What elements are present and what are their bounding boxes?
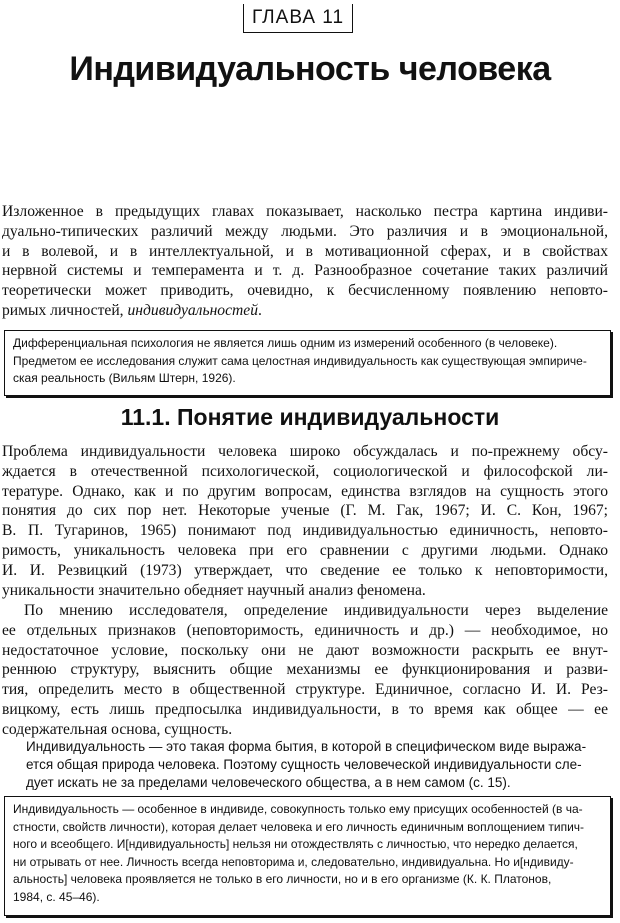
stern-box-line: Дифференциальная психология не является лишь одним из измерений особенного (в человеке).	[13, 336, 558, 350]
para1-line: понятия до сих пор нет. Некоторые ученые (Г. М. Гак, 1967; И. С. Кон, 1967;	[2, 502, 608, 520]
para1-line: Проблема индивидуальности человека широко обсуждалась и по-прежнему обсу-	[2, 443, 608, 460]
intro-paragraph	[2, 202, 608, 321]
quote-line: дует искать не за пределами человеческого общества, а в нем самом (с. 15).	[26, 775, 511, 790]
para1-line: римость, уникальность человека при его сравнении с другими людьми. Однако	[2, 541, 608, 559]
platonov-box-line: стности, свойств личности), которая делает человека и его личность единичным воплощением типич-	[13, 819, 585, 834]
platonov-box-line: Индивидуальность — особенное в индивиде, совокупность только ему присущих особенностей (в ча-	[13, 802, 583, 816]
stern-box-line: ская реальность (Вильям Штерн, 1926).	[13, 371, 236, 385]
section-heading: 11.1. Понятие индивидуальности	[120, 404, 500, 430]
intro-emphasis: индивидуальностей	[127, 301, 258, 319]
platonov-box-line: ни отрывать от нее. Личность всегда неповторима и, следовательно, индивидуальна. Но и[ндивиду-	[13, 854, 574, 869]
para2-line: тия, определить место в общественной структуре. Единичное, согласно И. И. Рез-	[2, 681, 608, 699]
stern-box-line: Предметом ее исследования служит сама целостная индивидуальность как существующая эмпириче-	[13, 353, 587, 368]
intro-last-prefix: римых личностей,	[2, 301, 128, 319]
para2-line: недостаточное условие, поскольку они не дают возможности раскрыть ее внут-	[2, 641, 608, 659]
platonov-box-line: альность] человека проявляется не только в его личности, но и в его организме (К. К. Платонов,	[13, 872, 552, 886]
para2-line: ее отдельных признаков (неповторимость, единичность и др.) — необходимое, но	[2, 621, 608, 639]
quote-line: ется общая природа человека. Поэтому сущность человеческой индивидуальности сле-	[26, 757, 582, 772]
platonov-box-line: ного и всеобщего. И[ндивидуальность] нельзя ни отождествлять с личностью, что нередко делается,	[13, 837, 578, 851]
platonov-definition-box	[4, 796, 611, 916]
intro-line: Изложенное в предыдущих главах показывает, насколько пестра картина индиви-	[2, 203, 608, 220]
paragraph-1	[2, 442, 608, 600]
chapter-title: Индивидуальность человека	[69, 50, 551, 88]
quote-line: Индивидуальность — это такая форма бытия, в которой в специфическом виде выража-	[26, 739, 587, 754]
intro-line: нервной системы и темперамента и т. д. Разнообразное сочетание таких различий	[2, 262, 608, 280]
rezvitsky-quote	[26, 738, 616, 792]
para1-line: тературе. Однако, как и по другим вопросам, единства взглядов на сущность этого	[2, 482, 608, 500]
stern-quote-box	[4, 330, 611, 396]
para2-line: реннюю структуру, выяснить общие механизмы ее функционирования и разви-	[2, 661, 608, 679]
chapter-label: ГЛАВА 11	[243, 4, 353, 33]
para2-line: вицкому, есть лишь предпосылка индивидуальности, в то время как общее — ее	[2, 700, 608, 718]
para1-line: уникальности значительно обедняет научный анализ феномена.	[2, 581, 426, 599]
para2-line: содержательная основа, сущность.	[2, 720, 233, 738]
para1-line: ждается в отечественной психологической, социологической и философской ли-	[2, 462, 608, 480]
paragraph-2	[2, 601, 608, 740]
intro-line: и в волевой, и в интеллектуальной, и в мотивационной сферах, и в свойствах	[2, 242, 608, 260]
para2-line: По мнению исследователя, определение индивидуальности через выделение	[24, 602, 608, 619]
intro-line: дуально-типических различий между людьми. Это различия и в эмоциональной,	[2, 222, 608, 240]
intro-line: теоретически может приводить, очевидно, к бесчисленному появлению неповто-	[2, 282, 608, 300]
para1-line: И. И. Резвицкий (1973) утверждает, что сведение ее только к неповторимости,	[2, 561, 608, 579]
intro-line-last	[2, 301, 608, 321]
para1-line: В. П. Тугаринов, 1965) понимают под индивидуальностью единичность, неповто-	[2, 522, 608, 540]
platonov-box-line: 1984, с. 45–46).	[13, 889, 100, 904]
intro-last-suffix: .	[258, 301, 262, 319]
